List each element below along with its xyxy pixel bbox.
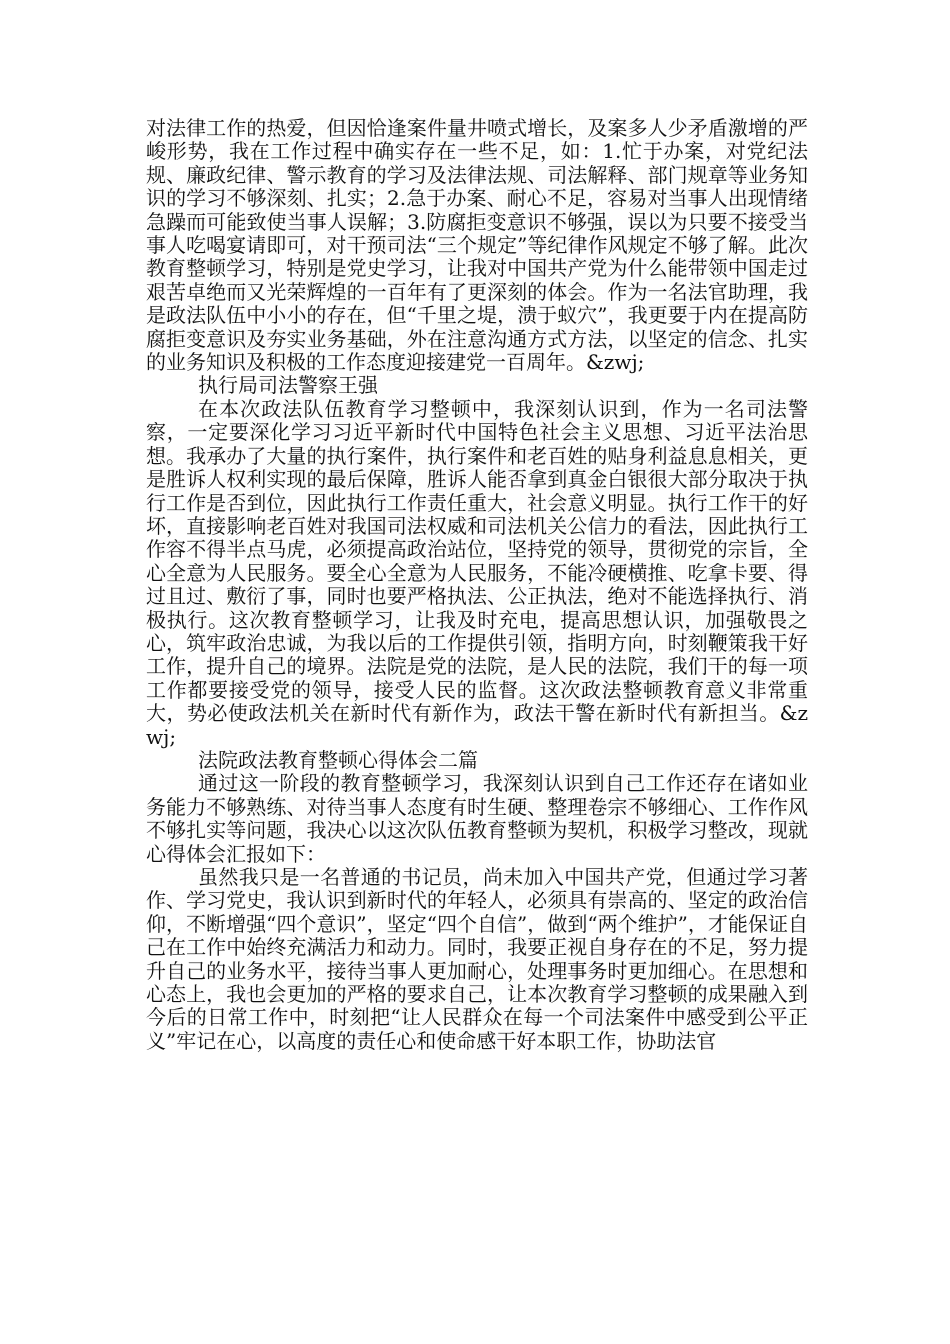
section-heading-speaker: 执行局司法警察王强 <box>198 373 378 398</box>
section-heading-part-two: 法院政法教育整顿心得体会二篇 <box>198 747 478 772</box>
document-body <box>146 117 808 1053</box>
paragraph-intro: 通过这一阶段的教育整顿学习，我深刻认识到自己工作还存在诸如业务能力不够熟练、对待当事人态度有时生硬、整理卷宗不够细心、工作作风不够扎实等问题，我决心以这次队伍教育整顿为契机，积极学习整改，现就心得体会汇报如下： <box>146 771 808 866</box>
paragraph-clerk-statement: 虽然我只是一名普通的书记员，尚未加入中国共产党，但通过学习著作、学习党史，我认识到新时代的年轻人，必须具有崇高的、坚定的政治信仰，不断增强“四个意识”，坚定“四个自信”，做到“两个维护”，才能保证自己在工作中始终充满活力和动力。同时，我要正视自身存在的不足，努力提升自己的业务水平，接待当事人更加耐心，处理事务时更加细心。在思想和心态上，我也会更加的严格的要求自己，让本次教育学习整顿的成果融入到今后的日常工作中，时刻把“让人民群众在每一个司法案件中感受到公平正义”牢记在心，以高度的责任心和使命感干好本职工作，协助法官 <box>146 865 808 1053</box>
paragraph-speaker-statement: 在本次政法队伍教育学习整顿中，我深刻认识到，作为一名司法警察，一定要深化学习习近平新时代中国特色社会主义思想、习近平法治思想。我承办了大量的执行案件，执行案件和老百姓的贴身利益息息相关，更是胜诉人权利实现的最后保障，胜诉人能否拿到真金白银很大部分取决于执行工作是否到位，因此执行工作责任重大，社会意义明显。执行工作干的好坏，直接影响老百姓对我国司法权威和司法机关公信力的看法，因此执行工作容不得半点马虎，必须提高政治站位，坚持党的领导，贯彻党的宗旨，全心全意为人民服务。要全心全意为人民服务，不能冷硬横推、吃拿卡要、得过且过、敷衍了事，同时也要严格执法、公正执法，绝对不能选择执行、消极执行。这次教育整顿学习，让我及时充电，提高思想认识，加强敬畏之心，筑牢政治忠诚，为我以后的工作提供引领，指明方向，时刻鞭策我干好工作，提升自己的境界。法院是党的法院，是人民的法院，我们干的每一项工作都要接受党的领导，接受人民的监督。这次政法整顿教育意义非常重大，势必使政法机关在新时代有新作为，政法干警在新时代有新担当。&zwj; <box>146 396 808 749</box>
paragraph-continued: 对法律工作的热爱，但因恰逢案件量井喷式增长，及案多人少矛盾激增的严峻形势，我在工作过程中确实存在一些不足，如：1.忙于办案，对党纪法规、廉政纪律、警示教育的学习及法律法规、司法解释、部门规章等业务知识的学习不够深刻、扎实；2.急于办案、耐心不足，容易对当事人出现情绪急躁而可能致使当事人误解；3.防腐拒变意识不够强，误以为只要不接受当事人吃喝宴请即可，对干预司法“三个规定”等纪律作风规定不够了解。此次教育整顿学习，特别是党史学习，让我对中国共产党为什么能带领中国走过艰苦卓绝而又光荣辉煌的一百年有了更深刻的体会。作为一名法官助理，我是政法队伍中小小的存在，但“千里之堤，溃于蚁穴”，我更要于内在提高防腐拒变意识及夯实业务基础，外在注意沟通方式方法，以坚定的信念、扎实的业务知识及积极的工作态度迎接建党一百周年。&zwj; <box>146 116 808 375</box>
